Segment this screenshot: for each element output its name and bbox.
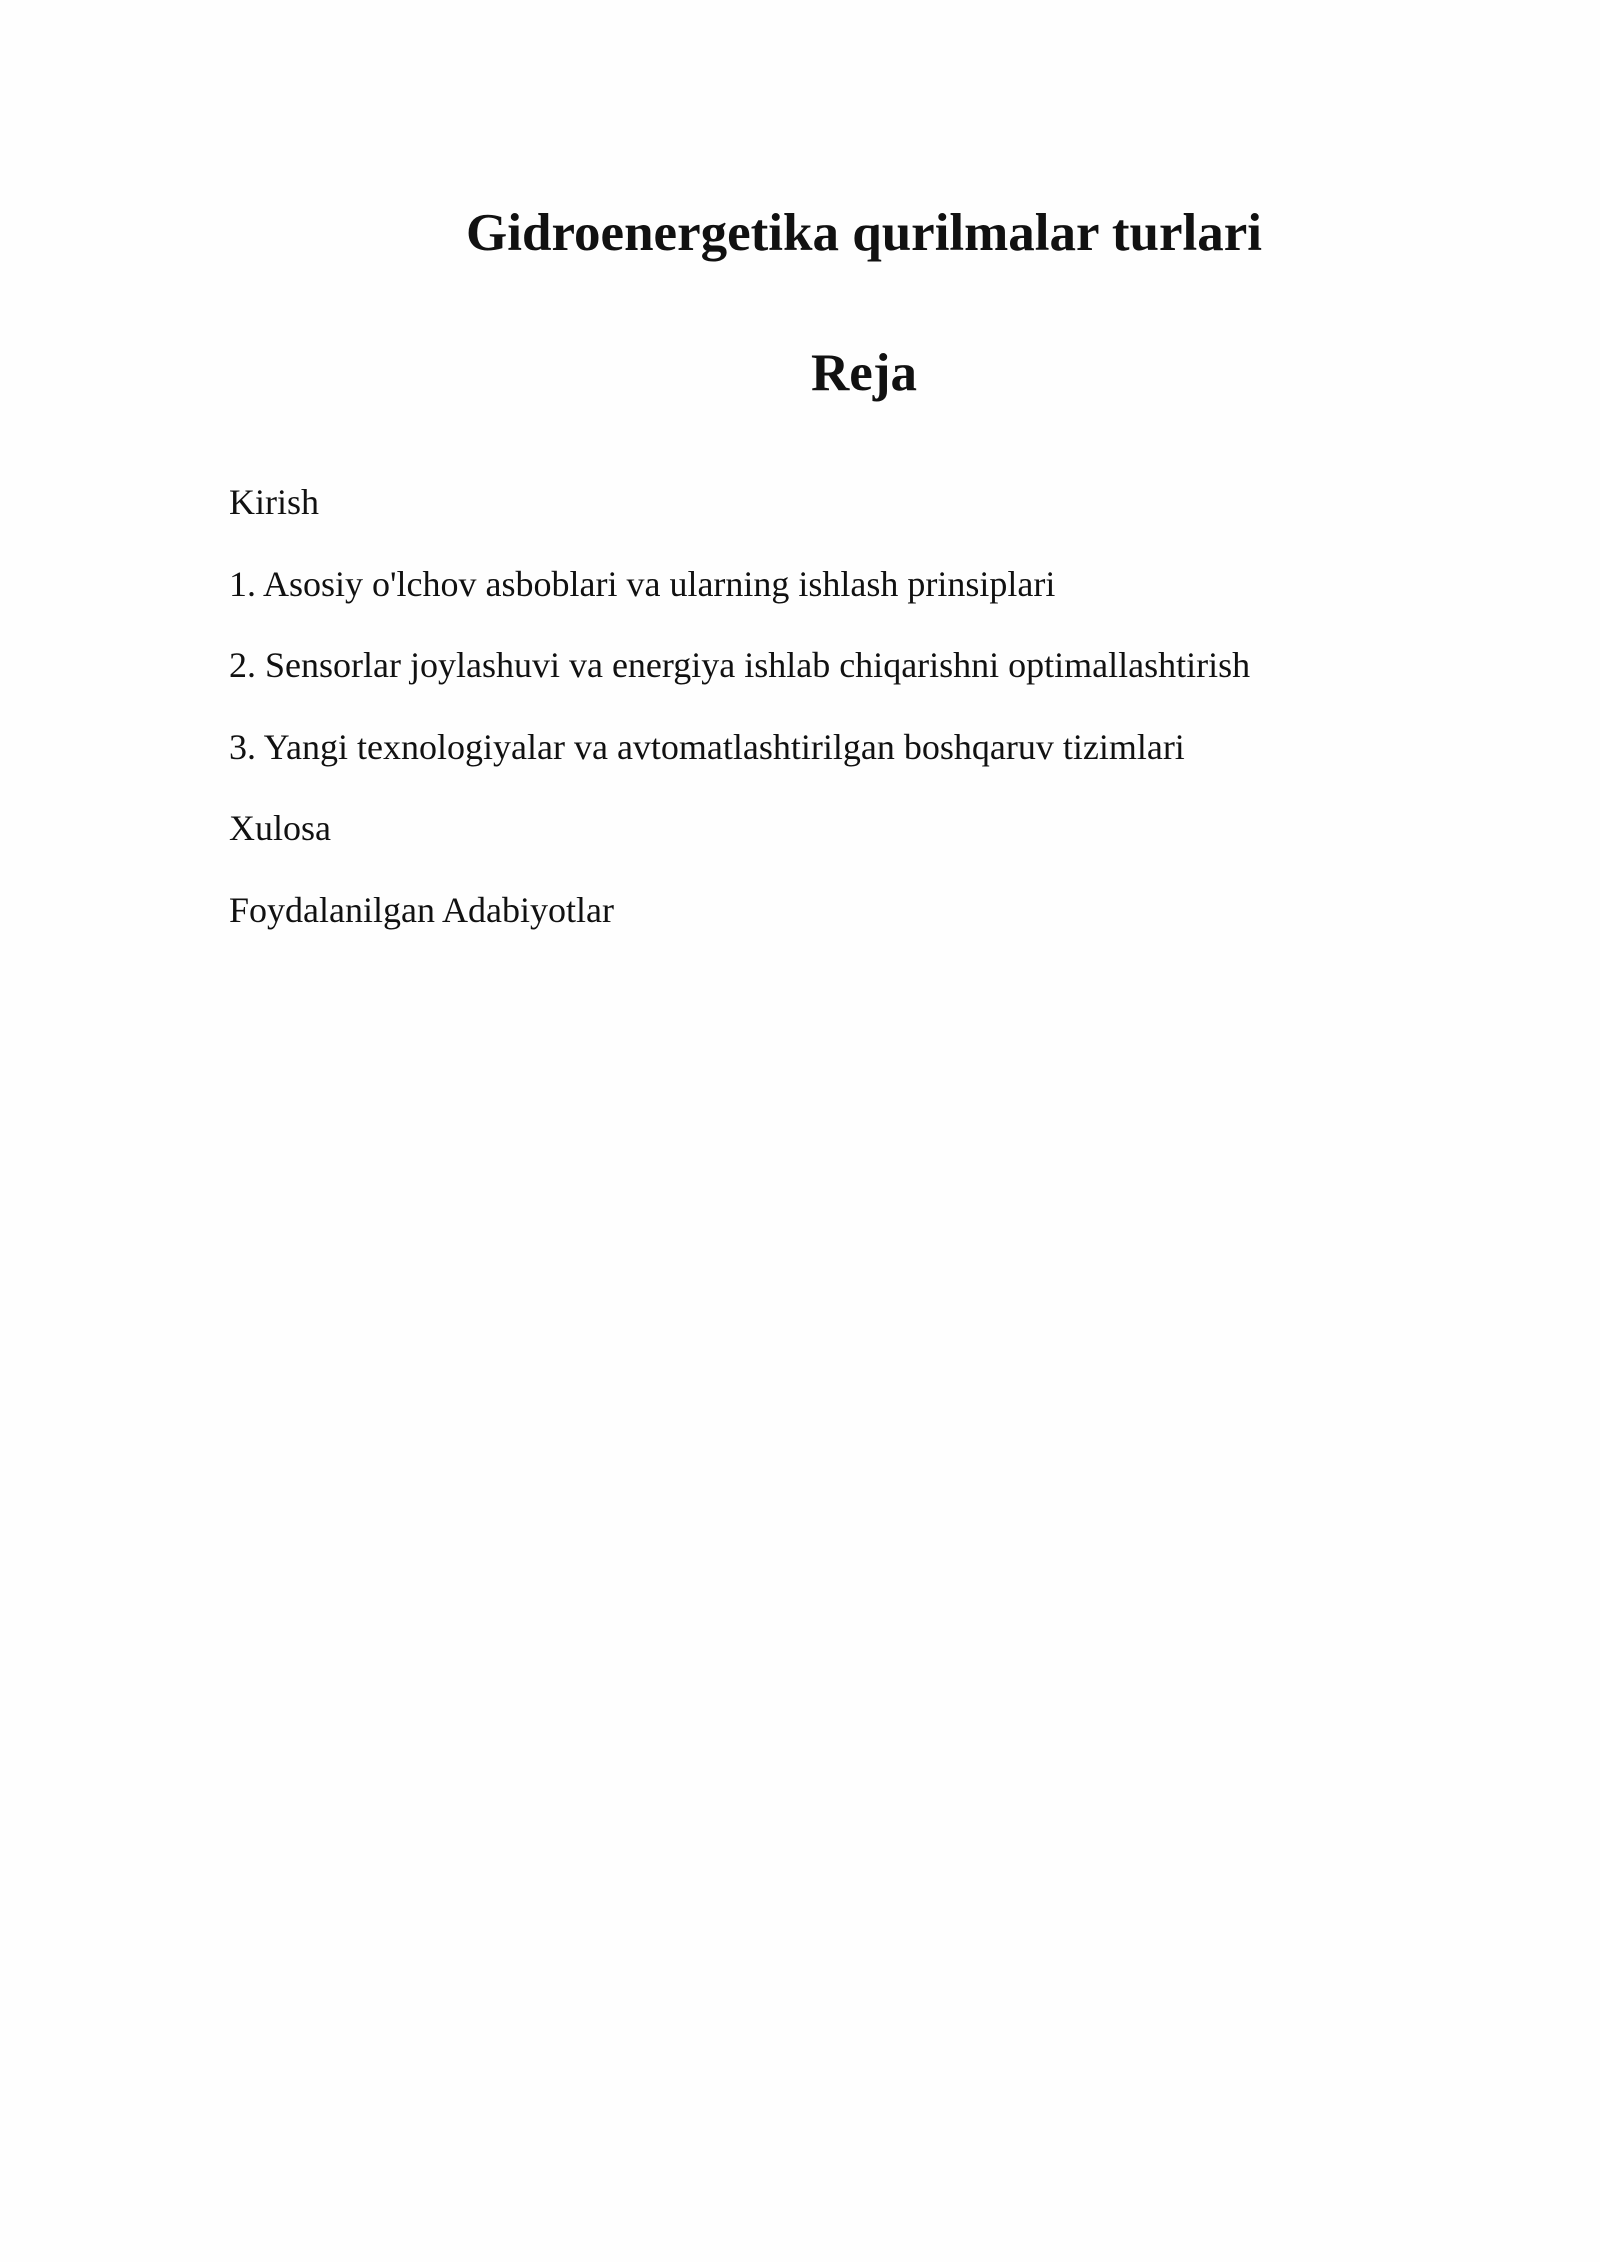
document-title: Gidroenergetika qurilmalar turlari (466, 204, 1262, 262)
toc-item-conclusion: Xulosa (229, 808, 331, 848)
toc-item-references: Foydalanilgan Adabiyotlar (229, 889, 614, 930)
toc-item-3: 3. Yangi texnologiyalar va avtomatlashtirilgan boshqaruv tizimlari (229, 726, 1185, 767)
toc-item-2: 2. Sensorlar joylashuvi va energiya ishlab chiqarishni optimallashtirish (229, 645, 1251, 685)
toc-item-introduction: Kirish (229, 482, 319, 522)
table-of-contents (229, 482, 1429, 971)
plan-heading: Reja (811, 344, 917, 402)
toc-item-1: 1. Asosiy o'lchov asboblari va ularning ishlash prinsiplari (229, 563, 1056, 604)
